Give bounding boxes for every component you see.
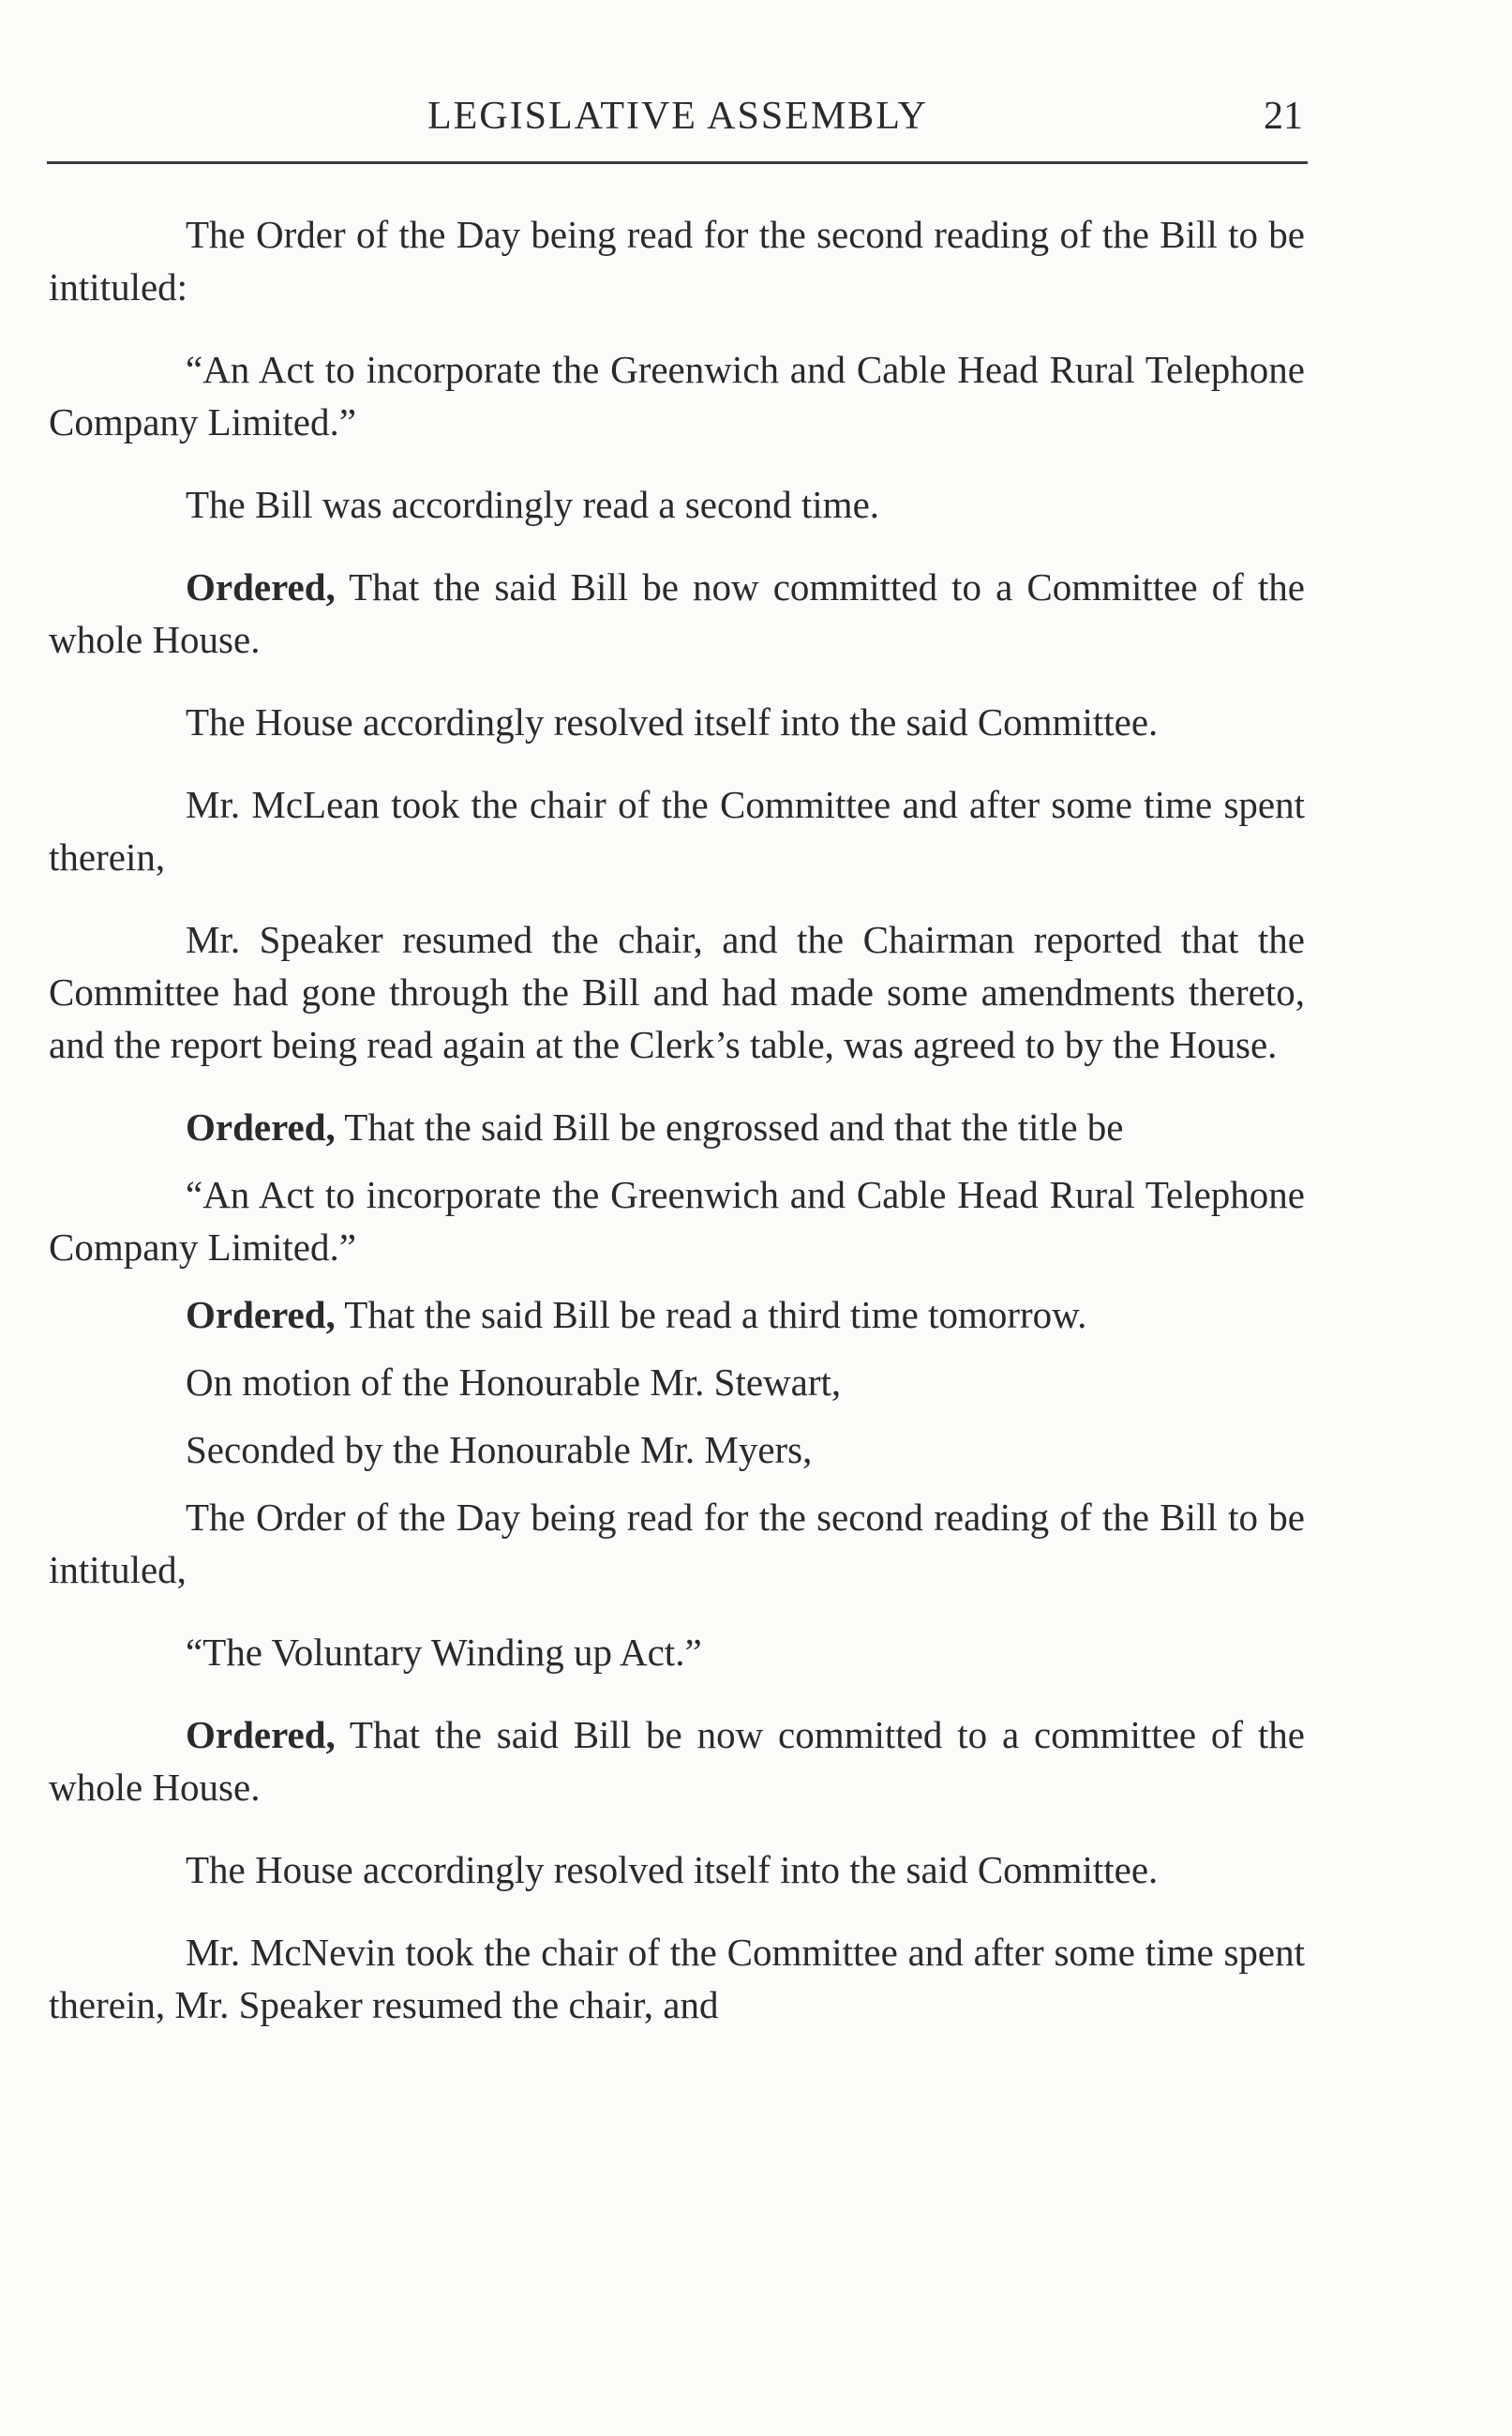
paragraph-order-of-day-2: The Order of the Day being read for the second reading of the Bill to be intituled, xyxy=(49,1496,1305,1591)
paragraph-ordered-third-reading: Ordered, That the said Bill be read a third time tomorrow. xyxy=(186,1293,1087,1336)
paragraph-order-of-day-1: The Order of the Day being read for the second reading of the Bill to be intituled: xyxy=(49,213,1305,308)
paragraph-second-reading: The Bill was accordingly read a second time. xyxy=(186,483,880,526)
paragraph-chair-mclean: Mr. McLean took the chair of the Committee and after some time spent therein, xyxy=(49,783,1305,879)
paragraph-motion-stewart: On motion of the Honourable Mr. Stewart, xyxy=(186,1361,842,1404)
paragraph-ordered-committed-1: Ordered, That the said Bill be now committed to a Committee of the whole House. xyxy=(49,565,1305,661)
paragraph-bill-title-3: “The Voluntary Winding up Act.” xyxy=(186,1631,702,1674)
running-title: LEGISLATIVE ASSEMBLY xyxy=(427,95,928,138)
paragraph-ordered-committed-2: Ordered, That the said Bill be now committed to a committee of the whole House. xyxy=(49,1713,1305,1809)
paragraph-bill-title-1: “An Act to incorporate the Greenwich and Cable Head Rural Telephone Company Limited.” xyxy=(49,348,1305,444)
paragraph-seconded-myers: Seconded by the Honourable Mr. Myers, xyxy=(186,1428,813,1471)
paragraph-chair-mcnevin: Mr. McNevin took the chair of the Committee and after some time spent therein, Mr. Speaker resumed the chair, and xyxy=(49,1931,1305,2026)
page-body xyxy=(49,208,1305,2061)
paragraph-speaker-report: Mr. Speaker resumed the chair, and the Chairman reported that the Committee had gone through the Bill and had made some amendments thereto, and the report being read again at the Clerk’s table, was agreed to by the House. xyxy=(49,918,1305,1066)
paragraph-house-resolved-2: The House accordingly resolved itself into the said Committee. xyxy=(186,1848,1159,1891)
page-number: 21 xyxy=(1264,95,1303,138)
paragraph-bill-title-2: “An Act to incorporate the Greenwich and Cable Head Rural Telephone Company Limited.” xyxy=(49,1173,1305,1269)
running-head xyxy=(52,94,1303,150)
header-rule xyxy=(47,161,1308,164)
paragraph-house-resolved-1: The House accordingly resolved itself into the said Committee. xyxy=(186,700,1159,744)
paragraph-ordered-engrossed: Ordered, That the said Bill be engrossed and that the title be xyxy=(186,1105,1124,1149)
